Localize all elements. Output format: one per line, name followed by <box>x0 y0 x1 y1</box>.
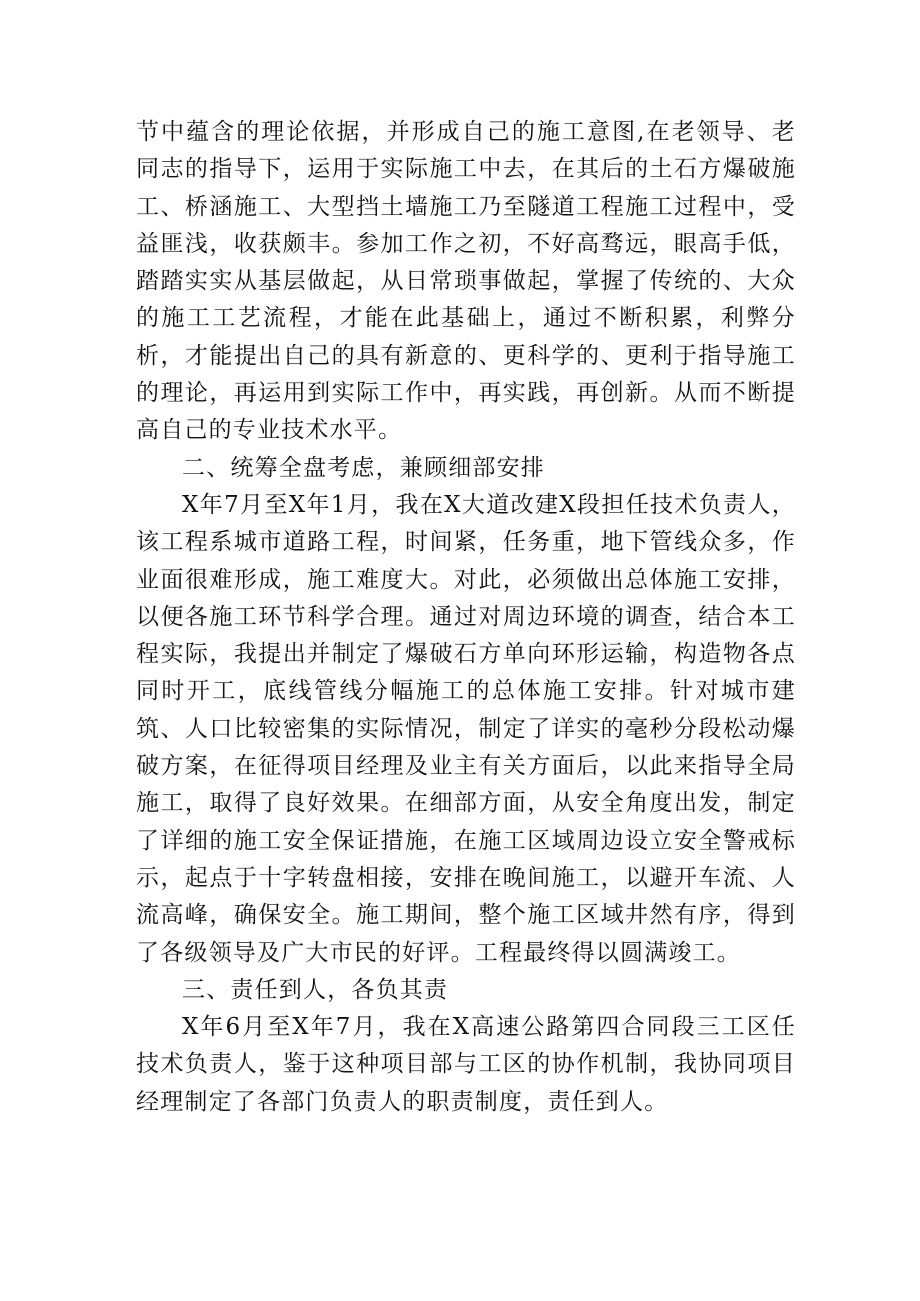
paragraph-continuation: 节中蕴含的理论依据，并形成自己的施工意图,在老领导、老同志的指导下，运用于实际施工中去，在其后的土石方爆破施工、桥涵施工、大型挡土墙施工乃至隧道工程施工过程中，受益匪浅，收获颇丰。参加工作之初，不好高骛远，眼高手低，踏踏实实从基层做起，从日常琐事做起，掌握了传统的、大众的施工工艺流程，才能在此基础上，通过不断积累，利弊分析，才能提出自己的具有新意的、更科学的、更利于指导施工的理论，再运用到实际工作中，再实践，再创新。从而不断提高自己的专业技术水平。 <box>136 119 796 444</box>
paragraph-section-3: X年6月至X年7月，我在X高速公路第四合同段三工区任技术负责人，鉴于这种项目部与工区的协作机制，我协同项目经理制定了各部门负责人的职责制度，责任到人。 <box>136 1014 796 1115</box>
document-body <box>136 114 796 1121</box>
section-heading-3: 三、责任到人，各负其责 <box>182 976 449 1003</box>
section-heading-2: 二、统筹全盘考虑，兼顾细部安排 <box>182 454 545 481</box>
paragraph-section-2: X年7月至X年1月，我在X大道改建X段担任技术负责人，该工程系城市道路工程，时间紧，任务重，地下管线众多，作业面很难形成，施工难度大。对此，必须做出总体施工安排，以便各施工环节科学合理。通过对周边环境的调查，结合本工程实际，我提出并制定了爆破石方单向环形运输，构造物各点同时开工，底线管线分幅施工的总体施工安排。针对城市建筑、人口比较密集的实际情况，制定了详实的毫秒分段松动爆破方案，在征得项目经理及业主有关方面后，以此来指导全局施工，取得了良好效果。在细部方面，从安全角度出发，制定了详细的施工安全保证措施，在施工区域周边设立安全警戒标示，起点于十字转盘相接，安排在晚间施工，以避开车流、人流高峰，确保安全。施工期间，整个施工区域井然有序，得到了各级领导及广大市民的好评。工程最终得以圆满竣工。 <box>136 491 796 966</box>
